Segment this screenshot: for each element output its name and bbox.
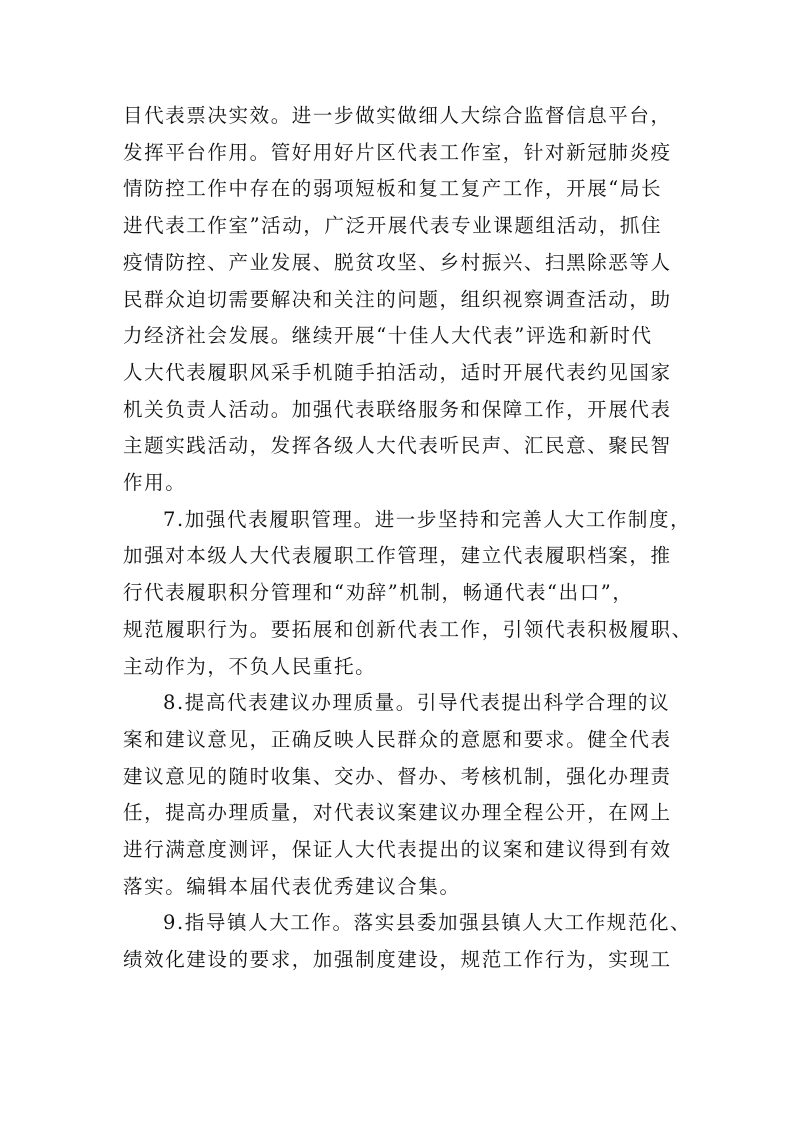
text-line: 8.提高代表建议办理质量。引导代表提出科学合理的议 bbox=[163, 691, 671, 715]
text-line: 发挥平台作用。管好用好片区代表工作室，针对新冠肺炎疫 bbox=[123, 140, 672, 164]
text-line: 民群众迫切需要解决和关注的问题，组织视察调查活动，助 bbox=[123, 287, 672, 311]
text-line: 7.加强代表履职管理。进一步坚持和完善人大工作制度， bbox=[163, 507, 692, 531]
paragraph-p-9 bbox=[123, 905, 692, 978]
text-line: 疫情防控、产业发展、脱贫攻坚、乡村振兴、扫黑除恶等人 bbox=[123, 250, 672, 274]
text-line: 落实。编辑本届代表优秀建议合集。 bbox=[123, 874, 461, 898]
paragraph-p-continued bbox=[123, 98, 688, 502]
text-line: 案和建议意见，正确反映人民群众的意愿和要求。健全代表 bbox=[123, 727, 672, 751]
text-line: 规范履职行为。要拓展和创新代表工作，引领代表积极履职、 bbox=[123, 617, 693, 641]
text-line: 进代表工作室”活动，广泛开展代表专业课题组活动，抓住 bbox=[123, 214, 663, 238]
text-line: 人大代表履职风采手机随手拍活动，适时开展代表约见国家 bbox=[123, 360, 672, 384]
text-line: 作用。 bbox=[123, 471, 187, 495]
text-line: 行代表履职积分管理和“劝辞”机制，畅通代表“出口”， bbox=[123, 581, 634, 605]
paragraph-p-7 bbox=[123, 502, 693, 686]
text-line: 建议意见的随时收集、交办、督办、考核机制，强化办理责 bbox=[123, 764, 672, 788]
text-line: 9.指导镇人大工作。落实县委加强县镇人大工作规范化、 bbox=[163, 911, 692, 935]
text-line: 绩效化建设的要求，加强制度建设，规范工作行为，实现工 bbox=[123, 948, 672, 972]
text-line: 力经济社会发展。继续开展“十佳人大代表”评选和新时代 bbox=[123, 324, 653, 348]
paragraph-p-8 bbox=[123, 685, 688, 905]
text-line: 主题实践活动，发挥各级人大代表听民声、汇民意、聚民智 bbox=[123, 434, 672, 458]
text-line: 任，提高办理质量，对代表议案建议办理全程公开，在网上 bbox=[123, 801, 672, 825]
text-line: 加强对本级人大代表履职工作管理，建立代表履职档案，推 bbox=[123, 544, 672, 568]
document-body bbox=[123, 98, 693, 979]
text-line: 机关负责人活动。加强代表联络服务和保障工作，开展代表 bbox=[123, 397, 672, 421]
text-line: 情防控工作中存在的弱项短板和复工复产工作，开展“局长 bbox=[123, 177, 663, 201]
text-line: 主动作为，不负人民重托。 bbox=[123, 654, 377, 678]
text-line: 目代表票决实效。进一步做实做细人大综合监督信息平台， bbox=[123, 104, 672, 127]
text-line: 进行满意度测评，保证人大代表提出的议案和建议得到有效 bbox=[123, 838, 672, 862]
